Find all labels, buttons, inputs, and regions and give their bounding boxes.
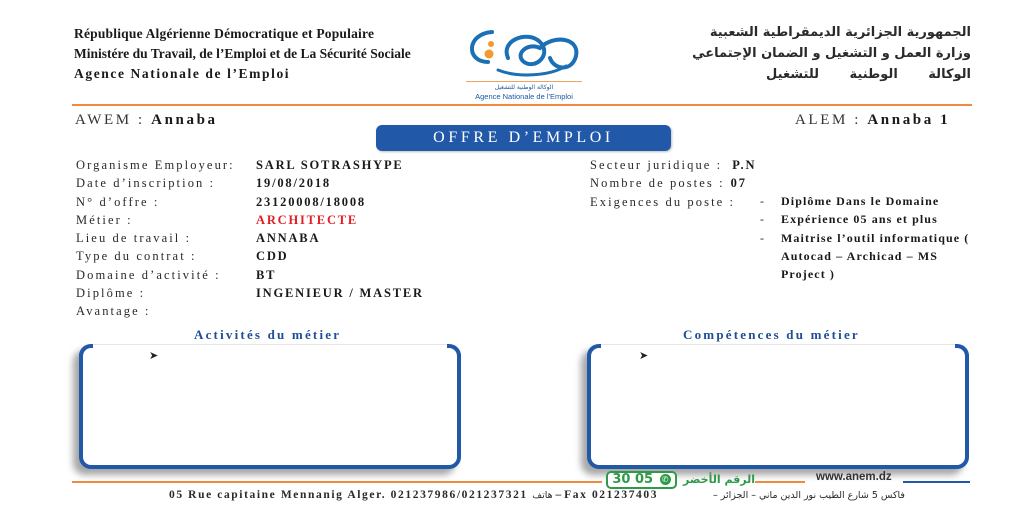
field-job <box>76 211 424 229</box>
republic-title: République Algérienne Démocratique et Populaire <box>74 26 375 41</box>
field-employer <box>76 156 424 174</box>
field-legal-sector <box>590 156 756 174</box>
footer-divider-left <box>72 481 602 483</box>
field-value: P.N <box>732 158 757 172</box>
skills-title: Compétences du métier <box>683 327 860 342</box>
field-label: Organisme Employeur: <box>76 158 235 172</box>
header-french-titles <box>74 24 411 84</box>
agency-title-ar: الوكالة الوطنية للتشغيل <box>766 67 971 82</box>
field-requirements <box>590 193 756 211</box>
field-label: Domaine d’activité : <box>76 267 221 282</box>
field-workplace <box>76 229 424 247</box>
awem-label: AWEM : <box>75 112 145 128</box>
alem-info <box>795 112 950 129</box>
field-label: Métier : <box>76 212 133 227</box>
field-label: Type du contrat : <box>76 249 197 264</box>
field-value: CDD <box>256 249 289 264</box>
ministry-title-ar: وزارة العمل و التشغيل و الضمان الإجتماعي <box>692 46 971 61</box>
anem-logo <box>458 22 590 102</box>
field-label: Secteur juridique : <box>590 158 723 172</box>
header-divider <box>72 104 972 106</box>
footer-address <box>169 489 658 501</box>
activities-title: Activités du métier <box>194 327 342 342</box>
dash-bullet: - <box>760 194 764 208</box>
field-value: INGENIEUR / MASTER <box>256 286 424 301</box>
page-title: OFFRE D’EMPLOI <box>376 125 671 151</box>
field-label: Avantage : <box>76 304 151 319</box>
arrow-bullet-icon: ➤ <box>149 349 159 362</box>
field-label: Diplôme : <box>76 286 146 301</box>
skills-box <box>587 344 969 469</box>
field-activity-domain <box>76 266 424 284</box>
green-number-label: الرقم الأخضر <box>683 473 756 486</box>
fax-number: – Fax 021237403 <box>555 489 659 501</box>
field-value: 19/08/2018 <box>256 176 331 191</box>
field-value: SARL SOTRASHYPE <box>256 158 404 172</box>
logo-divider <box>466 81 582 82</box>
awem-value: Annaba <box>151 112 218 128</box>
field-value: ANNABA <box>256 231 321 246</box>
agency-title: Agence Nationale de l’Emploi <box>74 66 291 81</box>
website-link[interactable]: www.anem.dz <box>816 471 892 483</box>
field-label: Nombre de postes : <box>590 176 725 191</box>
dash-bullet: - <box>760 230 764 245</box>
requirements-list <box>760 192 981 283</box>
logo-arabic-caption: الوكالة الوطنية للتشغيل <box>494 84 554 91</box>
field-diploma <box>76 284 424 302</box>
requirement-text: Maitrise l’outil informatique ( Autocad – Archicad – MS Project ) <box>781 230 970 282</box>
awem-info <box>75 112 218 129</box>
republic-title-ar: الجمهورية الجزائرية الديمقراطية الشعبية <box>709 25 971 40</box>
phone-label-ar: هاتف <box>532 490 553 501</box>
footer-address-ar: فاكس 5 شارع الطيب نور الدين ماني – الجزائر – <box>713 490 905 501</box>
requirement-item <box>760 229 981 284</box>
requirement-text: Diplôme Dans le Domaine <box>781 194 940 208</box>
field-value: 23120008/18008 <box>256 194 366 209</box>
field-registration-date <box>76 174 424 192</box>
alem-value: Annaba 1 <box>867 112 951 128</box>
offer-details-right <box>590 156 756 211</box>
dash-bullet: - <box>760 212 764 227</box>
logo-french-caption: Agence Nationale de l'Emploi <box>475 92 573 101</box>
green-number: 30 05 <box>612 472 654 487</box>
field-label: Lieu de travail : <box>76 231 192 246</box>
field-offer-number <box>76 193 424 211</box>
offer-details <box>76 156 424 321</box>
field-label: Date d’inscription : <box>76 176 216 191</box>
alem-label: ALEM : <box>795 112 862 128</box>
field-value: ARCHITECTE <box>256 212 359 227</box>
footer-divider-right <box>903 481 970 483</box>
footer-divider-middle <box>755 481 805 483</box>
requirement-text: Expérience 05 ans et plus <box>781 212 938 227</box>
field-value: 07 <box>730 176 747 191</box>
field-value: BT <box>256 267 277 282</box>
field-benefits <box>76 302 424 320</box>
requirement-item <box>760 210 981 228</box>
field-positions-count <box>590 174 756 192</box>
anem-logo-icon <box>458 22 590 80</box>
field-label: N° d’offre : <box>76 194 160 209</box>
green-number-badge <box>606 471 677 489</box>
arrow-bullet-icon: ➤ <box>639 349 649 362</box>
phone-icon: ✆ <box>660 474 671 485</box>
field-contract-type <box>76 247 424 265</box>
activities-box <box>79 344 461 469</box>
header-arabic-titles <box>692 22 971 85</box>
address-fr: 05 Rue capitaine Mennanig Alger. 021237986/021237321 <box>169 489 528 501</box>
requirement-item <box>760 192 981 210</box>
ministry-title: Ministére du Travail, de l’Emploi et de La Sécurité Sociale <box>74 46 411 61</box>
field-label: Exigences du poste : <box>590 194 736 209</box>
